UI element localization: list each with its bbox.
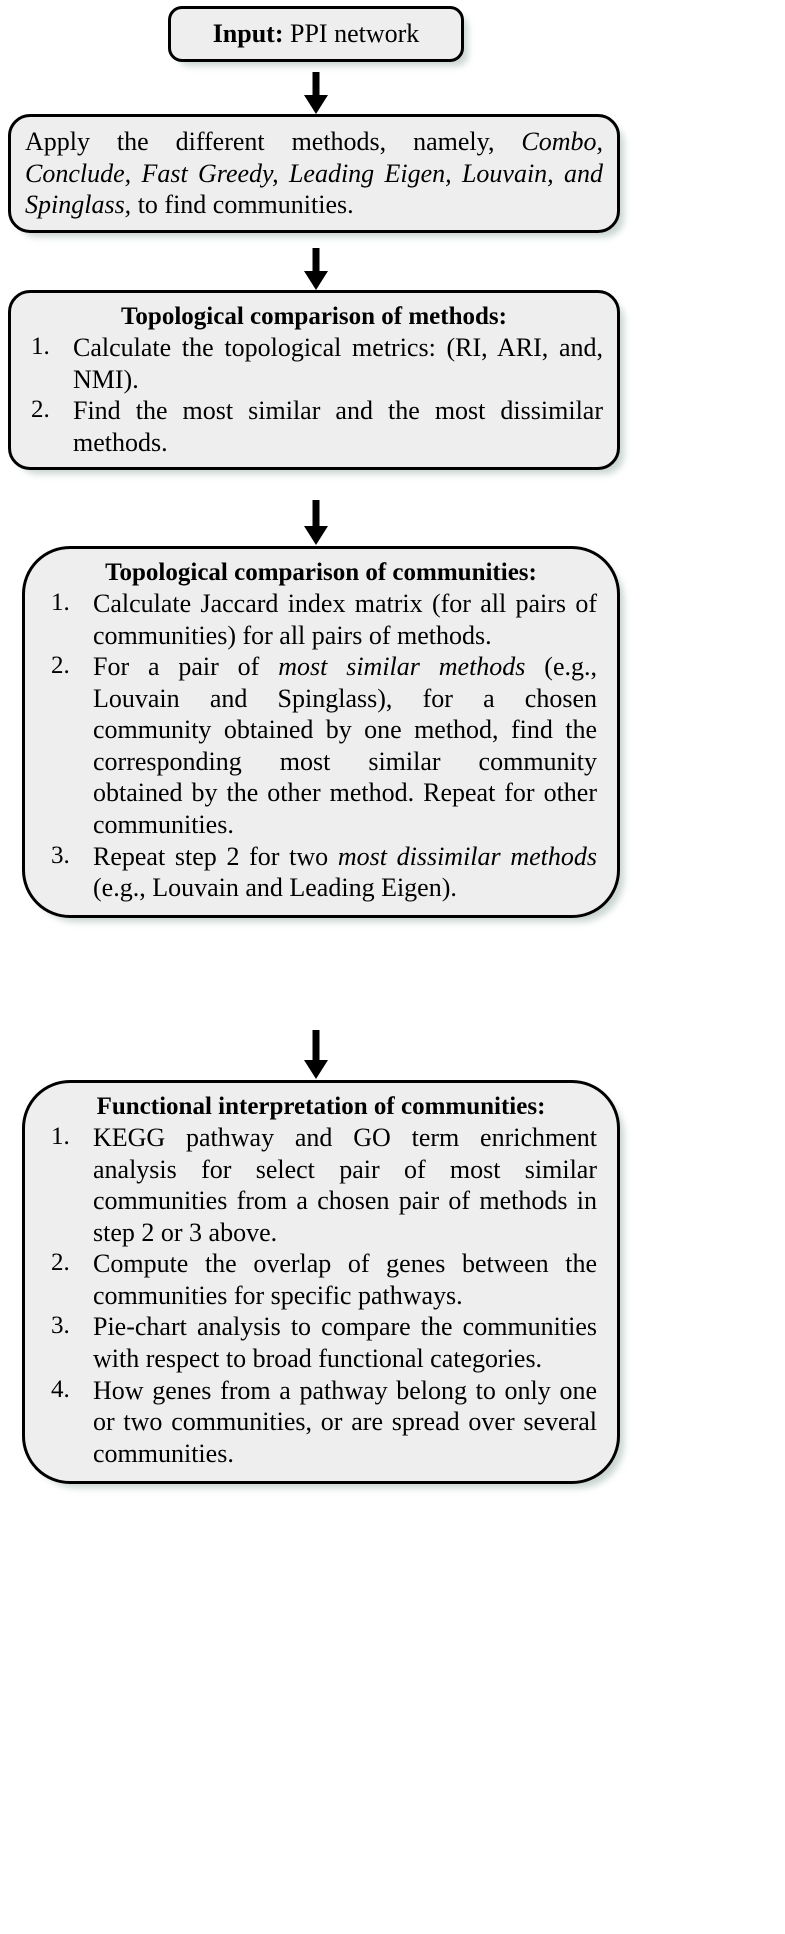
step-number: 1. (51, 1123, 70, 1150)
step-text: Find the most similar and the most dissimilar methods. (73, 396, 603, 457)
apply-methods-node-inner (11, 117, 617, 230)
arrow-head (304, 526, 328, 545)
step-text-post: (e.g., Louvain and Leading Eigen). (93, 873, 457, 903)
step-text-italic: most similar methods (278, 652, 526, 682)
step-text: Pie-chart analysis to compare the communities with respect to broad functional categories. (93, 1312, 597, 1374)
apply-methods-node[interactable] (8, 114, 620, 233)
step-text: KEGG pathway and GO term enrichment analysis for select pair of most similar communities from a chosen pair of methods in step 2 or 3 above. (93, 1123, 597, 1247)
topological-methods-title: Topological comparison of methods: (121, 303, 507, 330)
step-number: 3. (51, 1312, 70, 1340)
arrow-head (304, 1060, 328, 1079)
arrow-head (304, 95, 328, 114)
topological-methods-node-inner (11, 293, 617, 467)
step-number: 2. (51, 652, 70, 680)
list-item (45, 1248, 597, 1311)
functional-interpretation-steps (45, 1122, 597, 1469)
arrow-shaft (313, 1030, 320, 1061)
step-number: 2. (31, 396, 50, 424)
list-item (45, 1311, 597, 1374)
topological-communities-title: Topological comparison of communities: (105, 559, 537, 586)
list-item (25, 332, 603, 395)
apply-methods-text (25, 126, 603, 221)
list-item (45, 651, 597, 840)
topological-comparison-methods-node[interactable] (8, 290, 620, 470)
step-text-italic: most dissimilar methods (337, 841, 597, 871)
functional-interpretation-node[interactable] (22, 1080, 620, 1484)
step-number: 1. (31, 333, 50, 360)
list-item (45, 1122, 597, 1248)
functional-interpretation-title: Functional interpretation of communities: (96, 1093, 546, 1120)
step-number: 2. (51, 1249, 70, 1277)
step-number: 4. (51, 1375, 70, 1403)
topological-methods-steps (25, 332, 603, 458)
input-label-bold: Input: (212, 19, 284, 48)
list-item (45, 841, 597, 904)
step-number: 3. (51, 841, 70, 869)
step-text: Calculate Jaccard index matrix (for all pairs of communities) for all pairs of methods. (93, 589, 597, 650)
arrow-shaft (313, 72, 320, 96)
functional-interpretation-node-inner (25, 1083, 617, 1481)
input-node[interactable] (168, 6, 464, 62)
step-text: Compute the overlap of genes between the communities for specific pathways. (93, 1249, 597, 1310)
list-item (45, 588, 597, 651)
step-number: 1. (51, 589, 70, 616)
topological-comparison-communities-node[interactable] (22, 546, 620, 918)
list-item (45, 1375, 597, 1470)
step-text: Calculate the topological metrics: (RI, ARI, and, NMI). (73, 333, 603, 394)
step-text-pre: Repeat step 2 for two (93, 841, 338, 871)
step-text-pre: For a pair of (93, 652, 279, 682)
input-node-text (185, 18, 447, 50)
topological-communities-node-inner (25, 549, 617, 915)
apply-methods-italic-list: Combo, Conclude, Fast Greedy, Leading Eigen, Louvain, and Spinglass, (25, 127, 603, 220)
input-label-rest: PPI network (283, 19, 420, 48)
step-text-post: (e.g., Louvain and Spinglass), for a chosen community obtained by one method, find the corresponding most similar community obtained by the other method. Repeat for other communities. (93, 652, 597, 840)
arrow-shaft (313, 500, 320, 527)
arrow-head (304, 271, 328, 290)
step-text: How genes from a pathway belong to only one or two communities, or are spread over several communities. (93, 1375, 597, 1468)
apply-methods-text-part1: Apply the different methods, namely, (25, 127, 522, 156)
arrow-shaft (313, 248, 320, 272)
list-item (25, 395, 603, 458)
topological-communities-steps (45, 588, 597, 904)
apply-methods-text-part2: to find communities. (131, 190, 354, 220)
input-node-inner (171, 9, 461, 59)
